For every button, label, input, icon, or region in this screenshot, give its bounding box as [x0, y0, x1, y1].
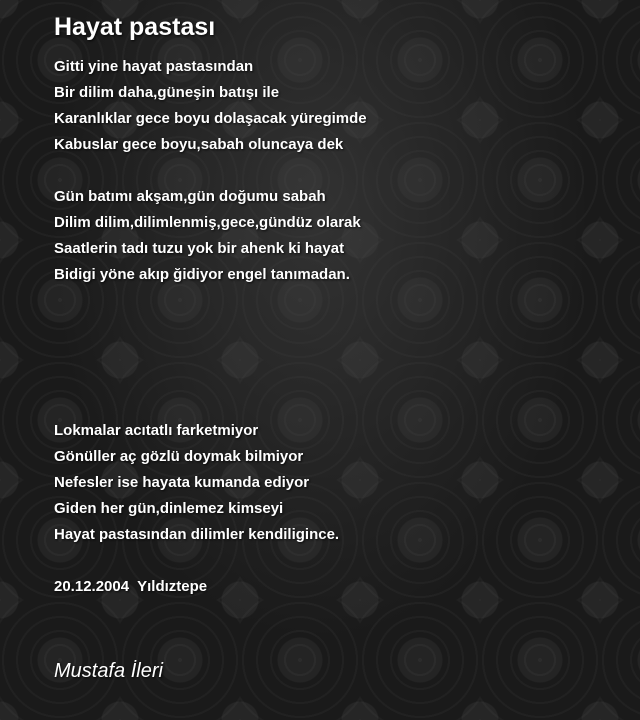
poem-body	[54, 54, 614, 600]
date-place	[54, 574, 614, 600]
poem-line: Lokmalar acıtatlı farketmiyor	[54, 422, 259, 439]
stanza-2	[54, 184, 614, 288]
poem-line: Nefesler ise hayata kumanda ediyor	[54, 474, 310, 491]
stanza-gap	[54, 548, 614, 574]
poem-line: Karanlıklar gece boyu dolaşacak yüregimde	[54, 110, 367, 127]
stanza-gap	[54, 158, 614, 184]
poem-line: Gönüller aç gözlü doymak bilmiyor	[54, 448, 304, 465]
date-place-line: 20.12.2004 Yıldıztepe	[54, 578, 208, 595]
stanza-1	[54, 54, 614, 158]
poem-line: Saatlerin tadı tuzu yok bir ahenk ki hayat	[54, 240, 345, 257]
poem-line: Bidigi yöne akıp ğidiyor engel tanımadan.	[54, 266, 350, 283]
poem-line: Kabuslar gece boyu,sabah oluncaya dek	[54, 136, 344, 153]
poem-title: Hayat pastası	[54, 13, 216, 41]
poem-line: Dilim dilim,dilimlenmiş,gece,gündüz olarak	[54, 214, 361, 231]
stanza-gap	[54, 288, 614, 418]
poem-line: Hayat pastasından dilimler kendiligince.	[54, 526, 340, 543]
author-name: Mustafa İleri	[54, 660, 163, 682]
poem-line: Gün batımı akşam,gün doğumu sabah	[54, 188, 326, 205]
stanza-3	[54, 418, 614, 548]
poem-line: Giden her gün,dinlemez kimseyi	[54, 500, 284, 517]
poem-line: Gitti yine hayat pastasından	[54, 58, 254, 75]
poem-line: Bir dilim daha,güneşin batışı ile	[54, 84, 280, 101]
